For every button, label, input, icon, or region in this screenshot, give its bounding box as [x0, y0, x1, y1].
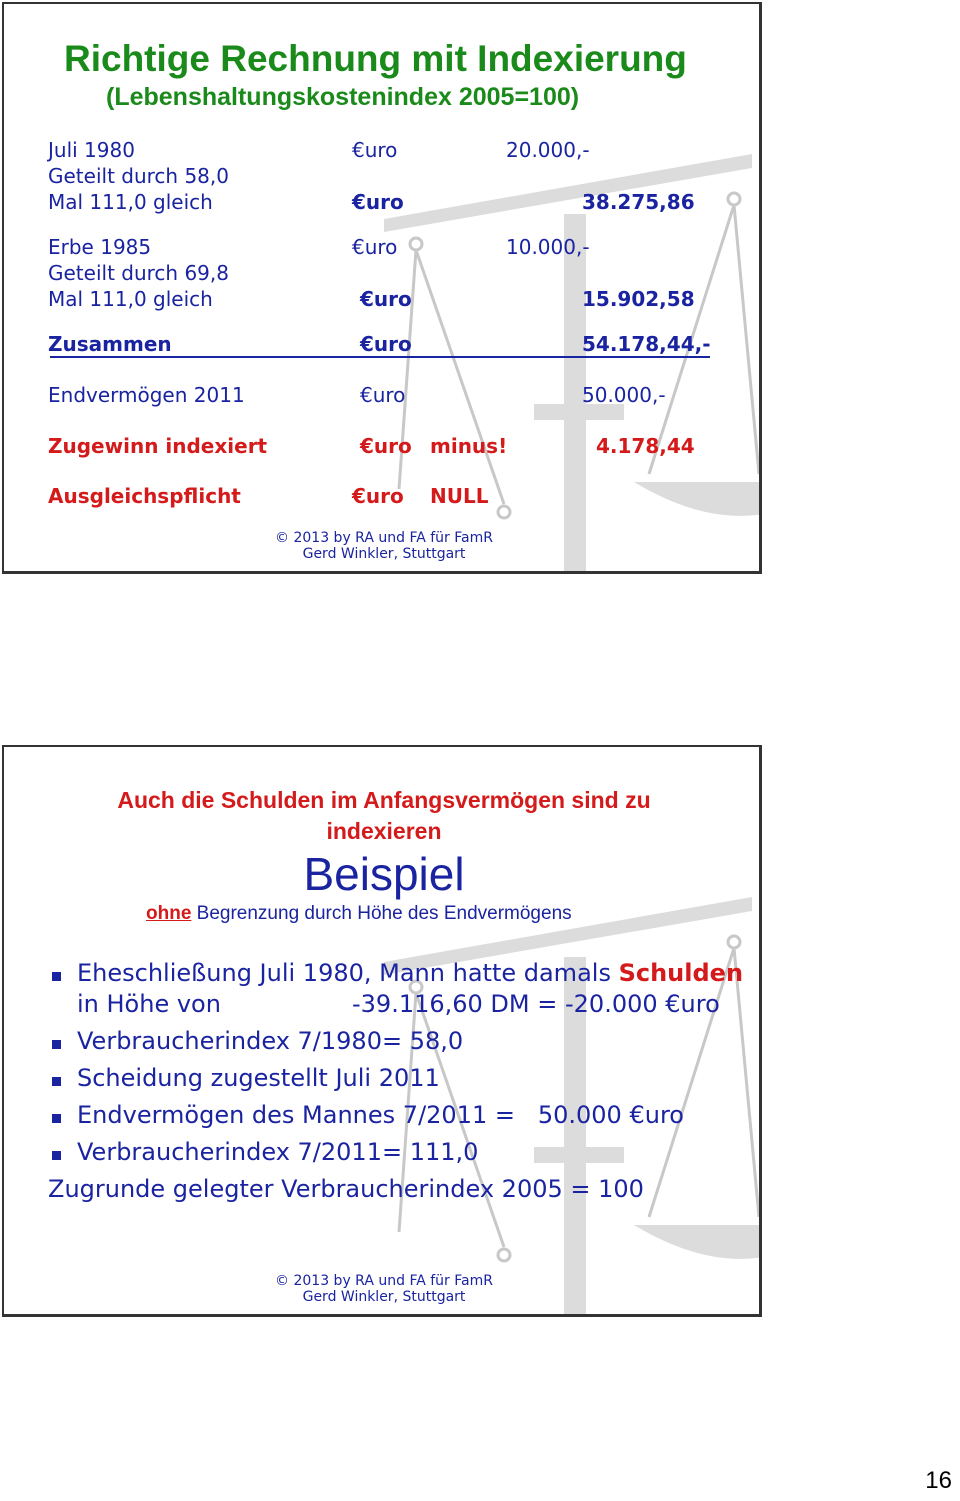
copyright-line-1: © 2013 by RA und FA für FamR	[275, 530, 493, 546]
total-label: Zusammen	[48, 332, 172, 356]
copyright-line-1: © 2013 by RA und FA für FamR	[275, 1273, 493, 1289]
row-value: 15.902,58	[582, 287, 695, 311]
row-label: Erbe 1985	[48, 235, 152, 259]
total-underline	[50, 356, 710, 358]
total-value: 54.178,44,-	[582, 332, 711, 356]
bullet-item	[77, 959, 743, 987]
bullet-amount: -39.116,60 DM = -20.000 €uro	[352, 990, 720, 1018]
bullet-item: Endvermögen des Mannes 7/2011 = 50.000 €uro	[77, 1101, 684, 1129]
obligation-label: Ausgleichspflicht	[48, 484, 241, 508]
slide-1	[2, 2, 762, 574]
slide-2-title-line-2: indexieren	[326, 818, 442, 844]
bullet-continuation: in Höhe von	[77, 990, 221, 1018]
slide-2-title-line-1: Auch die Schulden im Anfangsvermögen sind zu	[117, 787, 651, 813]
bullet-highlight: Schulden	[618, 959, 744, 987]
copyright-line-2: Gerd Winkler, Stuttgart	[302, 1289, 466, 1305]
bullet-square-icon	[52, 1151, 61, 1160]
row-label: Juli 1980	[48, 138, 135, 162]
row-currency: €uro	[360, 287, 412, 311]
slide-1-title: Richtige Rechnung mit Indexierung	[64, 38, 687, 79]
row-value: 50.000,-	[582, 383, 666, 407]
row-value: 38.275,86	[582, 190, 695, 214]
bullet-item: Verbraucherindex 7/2011= 111,0	[77, 1138, 479, 1166]
row-label: Geteilt durch 69,8	[48, 261, 229, 285]
copyright-line-2: Gerd Winkler, Stuttgart	[302, 546, 466, 562]
row-currency: €uro	[352, 235, 398, 259]
slide-2	[2, 745, 762, 1317]
obligation-currency: €uro	[352, 484, 404, 508]
gain-note: minus!	[430, 434, 508, 458]
row-currency: €uro	[352, 138, 398, 162]
subtitle-text: Begrenzung durch Höhe des Endvermögens	[191, 903, 572, 924]
bullet-item: Scheidung zugestellt Juli 2011	[77, 1064, 440, 1092]
row-currency: €uro	[352, 190, 404, 214]
row-label: Geteilt durch 58,0	[48, 164, 229, 188]
row-value: 10.000,-	[506, 235, 590, 259]
row-value: 20.000,-	[506, 138, 590, 162]
gain-value: 4.178,44	[596, 434, 695, 458]
slide-2-subtitle	[146, 903, 572, 925]
row-currency: €uro	[360, 383, 406, 407]
obligation-note: NULL	[430, 484, 489, 508]
subtitle-emphasis: ohne	[146, 903, 192, 924]
slide-2-heading: Beispiel	[303, 848, 465, 900]
bullet-item: Verbraucherindex 7/1980= 58,0	[77, 1027, 464, 1055]
bullet-square-icon	[52, 1040, 61, 1049]
row-label: Mal 111,0 gleich	[48, 287, 213, 311]
gain-label: Zugewinn indexiert	[48, 434, 268, 458]
slide-1-subtitle: (Lebenshaltungskostenindex 2005=100)	[106, 83, 580, 111]
footer-statement: Zugrunde gelegter Verbraucherindex 2005 = 100	[48, 1175, 644, 1203]
row-label: Endvermögen 2011	[48, 383, 245, 407]
gain-currency: €uro	[360, 434, 412, 458]
bullet-text: Eheschließung Juli 1980, Mann hatte damals	[77, 959, 619, 987]
bullet-square-icon	[52, 1114, 61, 1123]
row-label: Mal 111,0 gleich	[48, 190, 213, 214]
total-currency: €uro	[360, 332, 412, 356]
bullet-square-icon	[52, 972, 61, 981]
page-number: 16	[925, 1467, 952, 1494]
bullet-square-icon	[52, 1077, 61, 1086]
